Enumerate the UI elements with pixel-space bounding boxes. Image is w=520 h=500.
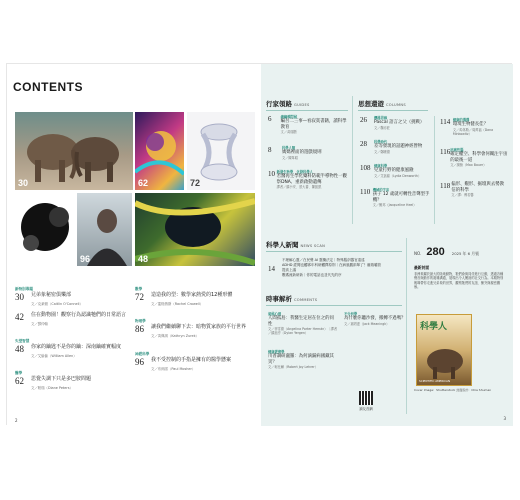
entry-section: 新發生物學．化發科學人 xyxy=(276,170,313,174)
article-section: 醫學 xyxy=(15,371,23,375)
columns-heading-zh: 思想還遊 xyxy=(358,100,384,108)
column-entry[interactable] xyxy=(360,188,432,207)
issue-info xyxy=(414,240,504,290)
article-author: 文／克萊頓（Caitlin O'Connell） xyxy=(31,302,83,306)
entry-title: 孩子 12 歲就可轉性音聲型手機？ xyxy=(372,192,430,203)
entry-section: 抗痛性腦 xyxy=(450,148,464,152)
photo-page-number: 72 xyxy=(190,178,201,188)
elephants-photo[interactable] xyxy=(15,112,133,190)
entry-author: 文／馬休斯／周萬福（Dana Minkowitz） xyxy=(452,127,494,136)
entry-page-number: 10 xyxy=(268,170,275,178)
article-section: 神經科學 xyxy=(135,352,150,356)
guides-heading-en: GUIDES xyxy=(294,103,310,107)
comments-heading-en: COMMENTS xyxy=(294,298,318,302)
cover-story-text: 非洲象屬於最大的陸地動物，牠們會與同伴進行互動，透過各種聲音與動作的複雜溝通，展現出令人驚訝的社交行為。本期特別報導帶你走進兄弟象的世界，觀察牠們的友誼、衝突與親密關係。 xyxy=(414,272,504,290)
magazine-cover-image[interactable] xyxy=(416,314,472,386)
article-section: 數學 xyxy=(135,287,143,291)
entry-title: 媽媽裡面的遊戲規則 xyxy=(282,150,322,155)
comment-entry[interactable] xyxy=(268,350,338,369)
entry-title: 若醫再生學化藥科防範半導物性一觀察DNA、重新啟動遺傳 xyxy=(276,174,347,185)
issue-no-label: NO. xyxy=(414,251,422,256)
article-section: 物理學 xyxy=(135,319,146,323)
entry-page-number: 8 xyxy=(268,146,272,154)
entry-author: 文／魏亦莊 xyxy=(374,125,390,130)
article-author: 文／鄧仲翰 xyxy=(31,322,48,326)
comment-entry[interactable] xyxy=(268,312,338,335)
photo-page-number: 30 xyxy=(18,178,29,188)
page-title: CONTENTS xyxy=(13,80,83,94)
article-section: 新特別專題 xyxy=(15,287,33,291)
news-heading xyxy=(266,240,325,249)
issue-number-row xyxy=(414,240,504,259)
entry-author: 文／柯比爾（Robert Joy Lehrer） xyxy=(268,365,318,370)
article-entry[interactable] xyxy=(15,371,133,391)
entry-section: 氣候心理 xyxy=(268,312,282,316)
entry-title: 偏形、艱形、掘壇與去勢教信的科學 xyxy=(451,182,504,193)
column-divider xyxy=(406,238,407,414)
column-entry[interactable] xyxy=(360,164,432,178)
entry-title: 兒童打野的健康風險 xyxy=(374,168,414,173)
entry-title: 人間孤島：我醫生定居在位之的同性 xyxy=(268,316,334,327)
news-page-number-wrap xyxy=(268,256,282,275)
columns-heading-en: COLUMNS xyxy=(386,103,406,107)
cover-caption: Cover Image：Shutterstock 封面設計：Chia Shuman xyxy=(414,388,492,392)
entry-title: 環境生物健長佳？ xyxy=(452,122,488,127)
article-page-number: 42 xyxy=(15,312,24,322)
column-entry[interactable] xyxy=(440,148,508,167)
entry-title: 差等發現的話題神經營物 xyxy=(374,144,423,149)
article-page-number: 62 xyxy=(15,376,24,386)
entry-page-number: 114 xyxy=(440,118,451,126)
article-page-number: 96 xyxy=(135,357,144,367)
entry-title: 編吾二三事—看寂寞書籍，讀科學教育 xyxy=(280,119,347,130)
dark-matter-photo[interactable] xyxy=(15,193,75,266)
divider xyxy=(266,251,402,252)
cover-story-heading: 最新封面 xyxy=(414,265,430,270)
entry-title: 確定權空、科學會何關注宇宙的最後一道 xyxy=(450,152,508,163)
entry-author: 文／莫唱達（Jack Meaningk） xyxy=(344,321,390,326)
entry-page-number: 6 xyxy=(268,115,272,123)
entry-section: 健康的選擇 xyxy=(452,118,470,122)
page-number: 2 xyxy=(15,418,18,423)
news-heading-en: NEWS SCAN xyxy=(300,244,326,248)
doctor-portrait-photo[interactable] xyxy=(77,193,132,266)
column-divider xyxy=(352,96,353,224)
article-title: 思覺失調下只是多巴胺問題 xyxy=(31,376,92,382)
columns-heading xyxy=(358,99,406,108)
news-item[interactable]: 不理解心靈／在民聲 AI 靈藥法定｜特殊腦剖器官遠遠 xyxy=(282,258,365,262)
article-title: 你家的鑰匙不是你的鑰：深南鑰確實幅度 xyxy=(31,344,122,350)
guide-entry[interactable] xyxy=(268,170,348,189)
comments-heading-zh: 時事解析 xyxy=(266,295,292,303)
cover-footer: SCIENTIFIC AMERICAN xyxy=(419,379,451,383)
article-title: 兄弟象秘密俱樂部 xyxy=(31,292,72,298)
article-page-number: 72 xyxy=(135,292,144,302)
entry-section: 健康經濟學 xyxy=(268,350,285,354)
article-entry[interactable] xyxy=(15,339,133,359)
entry-section: 健康科學 xyxy=(374,164,388,168)
article-author: 文／帕瑞（Diane Peters） xyxy=(31,386,73,390)
entry-author: 文／鄭曉德 xyxy=(374,149,390,154)
issue-number: 280 xyxy=(426,246,445,258)
column-entry[interactable] xyxy=(440,182,508,197)
qr-code-label: 讀友首網 xyxy=(359,407,373,411)
brain-art-photo[interactable] xyxy=(135,112,184,190)
comment-entry[interactable] xyxy=(344,312,414,326)
qr-code-icon[interactable] xyxy=(359,391,373,405)
entry-section: 科學時代 xyxy=(374,140,388,144)
entry-page-number: 26 xyxy=(360,116,367,124)
entry-author: 文／菲雪德（Angelina Porter Hernán）｜譯者／蘇鈺淳（Dylan Yergen） xyxy=(268,327,338,336)
entry-page-number: 110 xyxy=(360,188,371,196)
entry-author: 文／劉邦（Jacqueline Heel） xyxy=(372,203,417,207)
news-heading-zh: 科學人新聞 xyxy=(266,241,299,249)
divider xyxy=(266,305,402,306)
article-author: 文／布朗諾（Paul Mosher） xyxy=(151,367,196,371)
issue-date: 2025 年 6 月號 xyxy=(451,251,479,256)
article-section: 失望智慧 xyxy=(15,339,30,343)
column-entry[interactable] xyxy=(360,116,432,130)
entry-title: 川普調研盧羅：為何滴漏病國藏其災？ xyxy=(268,354,334,365)
entry-page-number: 108 xyxy=(360,164,371,172)
photo-page-number: 62 xyxy=(138,178,149,188)
column-entry[interactable] xyxy=(440,118,508,136)
article-entry[interactable] xyxy=(15,312,133,327)
article-page-number: 30 xyxy=(15,292,24,302)
article-title: 我不受控制的手指是擁有的醫學懸案 xyxy=(151,357,232,363)
math-shape-photo[interactable] xyxy=(187,112,255,190)
entry-author: 譯者／蘇小安、蔡大書、陳振凱 xyxy=(276,185,322,189)
article-author: 文／蓋格納斯（Rachel Crowell） xyxy=(151,302,204,306)
guide-entry[interactable] xyxy=(268,146,348,160)
article-title: 讓我們繼續聊下去：暗物質家族的平行世界 xyxy=(151,324,247,330)
news-page-number: 14 xyxy=(268,265,275,273)
entry-section: 機器思維 xyxy=(374,116,388,120)
comments-heading xyxy=(266,294,317,303)
photo-page-number: 48 xyxy=(138,254,149,264)
abstract-art-illustration xyxy=(135,193,255,266)
column-entry[interactable] xyxy=(360,140,432,154)
divider xyxy=(266,110,348,111)
cover-elephant-illustration xyxy=(417,315,473,387)
entry-title: Pascal 語言之父（挑戰） xyxy=(374,120,425,125)
entry-section: 不分析學 xyxy=(344,312,358,316)
elephants-illustration xyxy=(15,112,133,190)
entry-author: 文／黃瑞顥 xyxy=(280,130,297,134)
entry-section: 科學人類 xyxy=(282,146,296,150)
article-page-number: 48 xyxy=(15,344,24,354)
article-entry[interactable] xyxy=(15,287,133,307)
left-page xyxy=(7,64,261,426)
entry-section: 總編輯問候 xyxy=(280,115,298,119)
entry-page-number: 118 xyxy=(440,182,451,190)
news-item[interactable]: 數碼流新研新｜你的電話也並代先的序 xyxy=(282,273,342,277)
article-entry[interactable] xyxy=(135,352,253,372)
entry-author: 文／譯：傅若馨 xyxy=(451,193,474,197)
photo-page-number: 96 xyxy=(80,254,91,264)
photo-page-number: 86 xyxy=(18,254,29,264)
article-entry[interactable] xyxy=(135,287,253,307)
entry-title: 為什麼你聽沙發，搬轉不過嗎？ xyxy=(344,316,406,321)
page-number: 3 xyxy=(503,416,506,421)
article-title: 住在動物園！觀察行為認識牠們的日常語言 xyxy=(31,312,127,318)
article-author: 文／艾倫倫（William Allen） xyxy=(31,354,77,358)
news-item[interactable]: ADHD 經聞也觸寡年科研觸擇原則｜在病風觀兩單了？藤瑞壩管提高上議 xyxy=(282,263,382,272)
guides-heading xyxy=(266,99,310,108)
guide-entry[interactable] xyxy=(268,115,348,134)
divider xyxy=(358,110,428,111)
news-list[interactable] xyxy=(282,258,382,278)
article-title: 造造我的型：數學家熱愛的12種形體 xyxy=(151,292,233,298)
article-author: 文／黃佩琪（Kathryn Zurek） xyxy=(151,334,199,338)
keys-art-photo[interactable] xyxy=(135,193,255,266)
guides-heading-zh: 行家領路 xyxy=(266,100,292,108)
column-divider xyxy=(434,116,435,224)
entry-author: 文／陳韋昭 xyxy=(282,155,298,160)
entry-author: 文／謝蕪（Max Bauer） xyxy=(450,163,487,167)
article-page-number: 86 xyxy=(135,324,144,334)
entry-page-number: 116 xyxy=(440,148,451,156)
article-entry[interactable] xyxy=(135,319,253,339)
entry-author: 文／艾蓓絲（Lydia Denworth） xyxy=(374,173,422,178)
entry-page-number: 28 xyxy=(360,140,367,148)
entry-section: 機械的宇宙 xyxy=(372,188,390,192)
cover-masthead: 科學人 xyxy=(420,322,448,332)
